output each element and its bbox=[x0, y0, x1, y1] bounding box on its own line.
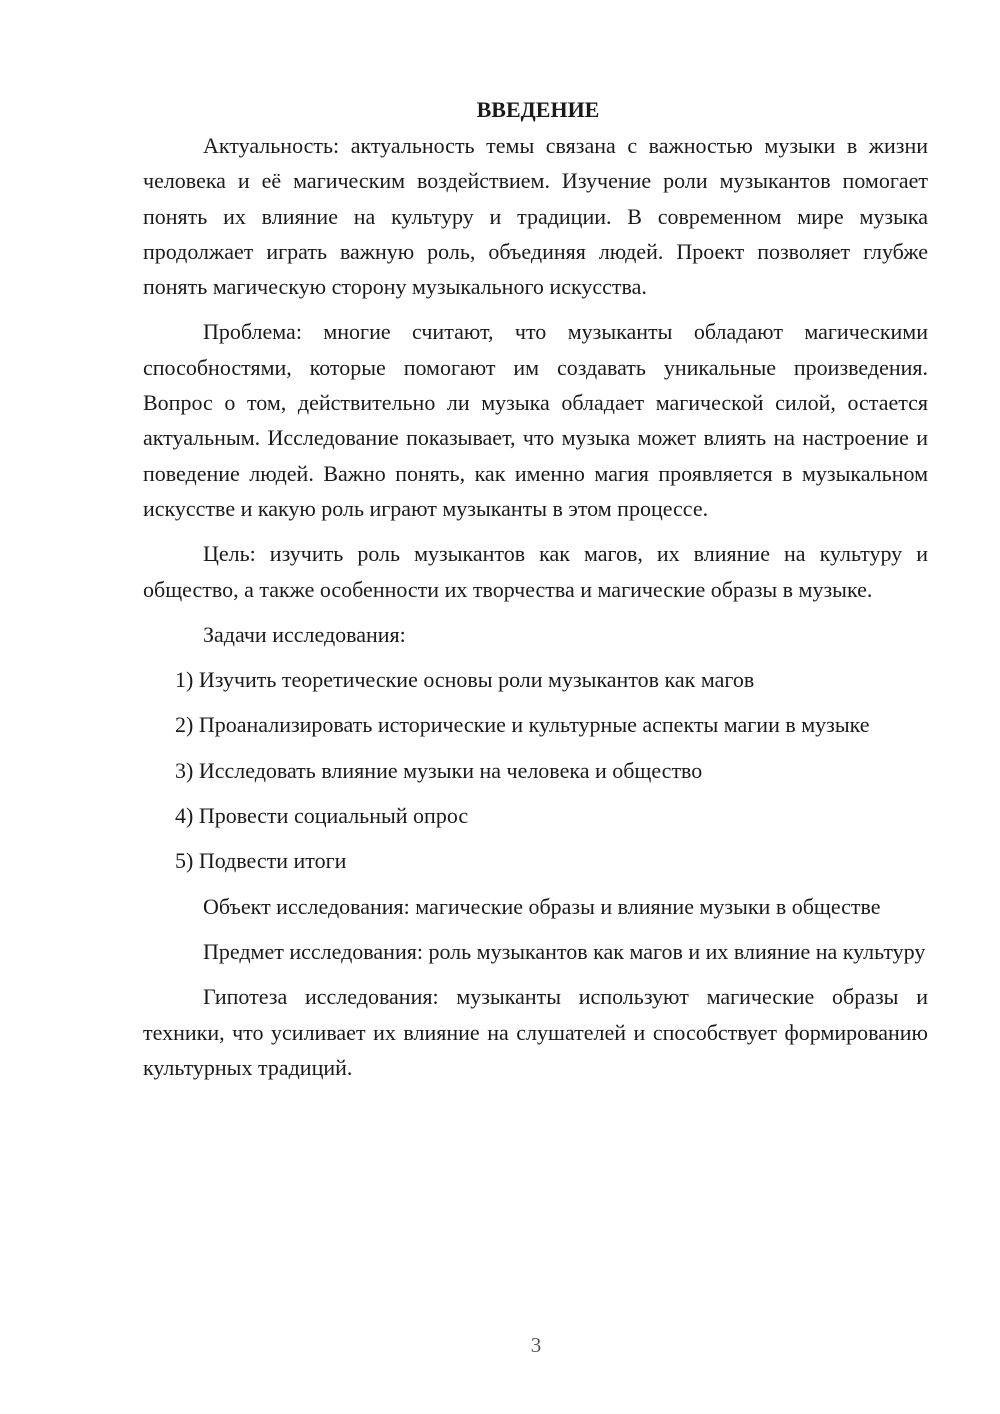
subject-paragraph: Предмет исследования: роль музыкантов как магов и их влияние на культуру bbox=[203, 938, 926, 964]
hypothesis-paragraph: Гипотеза исследования: музыканты используют магические образы и техники, что усиливает их влияние на слушателей и способствует формированию культурных традиций. bbox=[143, 984, 928, 1080]
task-item-3: 3) Исследовать влияние музыки на человека и общество bbox=[175, 757, 703, 783]
task-item-1: 1) Изучить теоретические основы роли музыкантов как магов bbox=[175, 667, 755, 693]
task-item-2: 2) Проанализировать исторические и культурные аспекты магии в музыке bbox=[175, 712, 870, 738]
page-number: 3 bbox=[530, 1333, 542, 1357]
tasks-heading: Задачи исследования: bbox=[203, 621, 406, 647]
object-paragraph: Объект исследования: магические образы и влияние музыки в обществе bbox=[203, 893, 881, 919]
section-heading: ВВЕДЕНИЕ bbox=[476, 97, 600, 122]
relevance-paragraph: Актуальность: актуальность темы связана с важностью музыки в жизни человека и её магическим воздействием. Изучение роли музыкантов помогает понять их влияние на культуру и традиции. В современном мире музыка продолжает играть важную роль, объединяя людей. Проект позволяет глубже понять магическую сторону музыкального искусства. bbox=[143, 133, 928, 300]
problem-paragraph: Проблема: многие считают, что музыканты обладают магическими способностями, которые помогают им создавать уникальные произведения. Вопрос о том, действительно ли музыка обладает магической силой, остается актуальным. Исследование показывает, что музыка может влиять на настроение и поведение людей. Важно понять, как именно магия проявляется в музыкальном искусстве и какую роль играют музыканты в этом процессе. bbox=[143, 319, 928, 521]
task-item-5: 5) Подвести итоги bbox=[175, 848, 347, 874]
goal-paragraph: Цель: изучить роль музыкантов как магов, их влияние на культуру и общество, а также особенности их творчества и магические образы в музыке. bbox=[143, 541, 928, 602]
page-body bbox=[143, 94, 928, 1095]
task-item-4: 4) Провести социальный опрос bbox=[175, 803, 469, 829]
